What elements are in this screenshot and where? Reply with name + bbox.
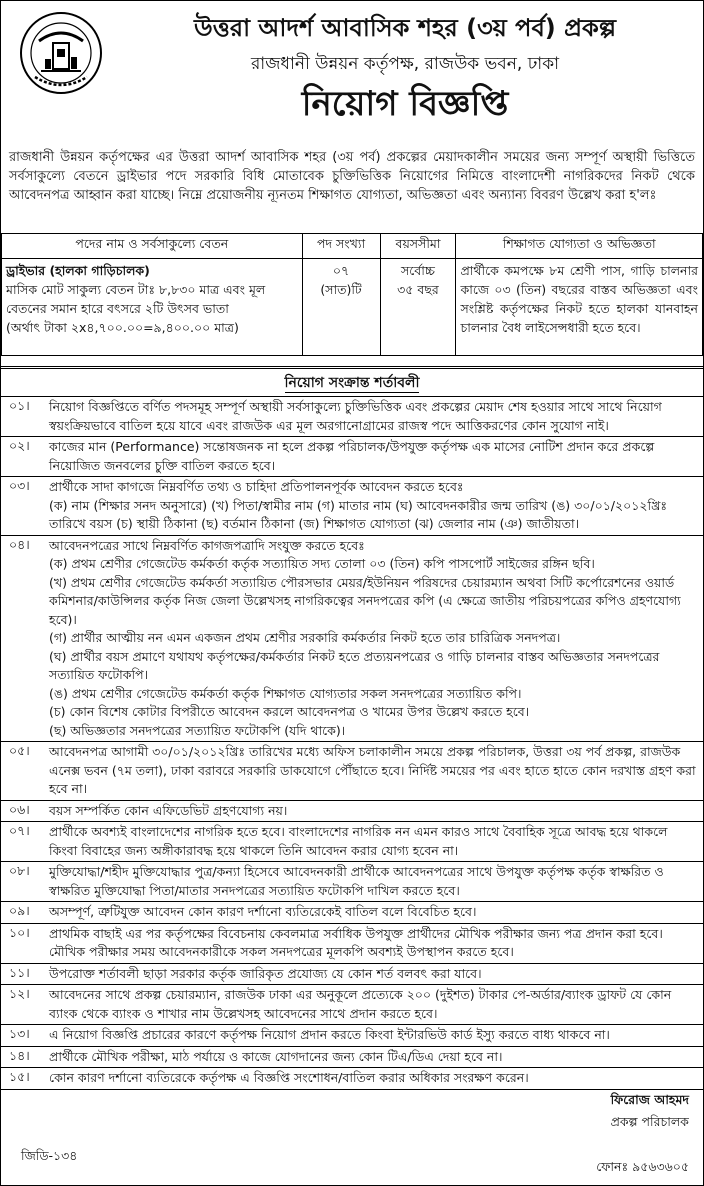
project-title: উত্তরা আদর্শ আবাসিক শহর (৩য় পর্ব) প্রকল্প [194, 14, 616, 42]
list-item [1, 822, 703, 862]
term-line: প্রাথমিক বাছাই এর পর কর্তৃপক্ষের বিবেচনায় কেবলমাত্র সর্বাধিক উপযুক্ত প্রার্থীদের মৌখিক পরীক্ষার জন্য পত্র প্রদান করা হবে। মৌখিক পরীক্ষার সময় আবেদনকারীকে সকল সনদপত্রের মূলকপি অবশ্যই উপস্থাপন করতে হবে। [49, 925, 663, 959]
term-line: (গ) প্রার্থীর আত্মীয় নন এমন একজন প্রথম শ্রেণীর সরকারি কর্মকর্তার নিকট হতে তার চারিত্রিক সনদপত্র। [49, 630, 561, 645]
term-line: (ক) নাম (শিক্ষার সনদ অনুসারে) (খ) পিতা/স্বামীর নাম (গ) মাতার নাম (ঘ) আবেদনকারীর জন্ম তারিখ (ঙ) ৩০/০১/২০১২খ্রিঃ তারিখে বয়স (চ) স্থায়ী ঠিকানা (ছ) বর্তমান ঠিকানা (জ) শিক্ষাগত যোগ্যতা (ঝ) জেলার নাম (ঞ) জাতীয়তা। [49, 497, 668, 531]
term-line: আবেদনের সাথে প্রকল্প চেয়ারম্যান, রাজউক ঢাকা এর অনুকূলে প্রত্যেকে ২০০ (দুইশত) টাকার পে-অর্ডার/ব্যাংক ড্রাফট যে কোন ব্যাংক থেকে ব্যাংক ও শাখার নাম উল্লেখসহ আবেদনের সাথে প্রদান করতে হবে। [49, 987, 672, 1021]
term-line: নিয়োগ বিজ্ঞপ্তিতে বর্ণিত পদসমূহ সম্পূর্ণ অস্থায়ী সর্বসাকুল্যে চুক্তিভিত্তিক এবং প্রকল্পের মেয়াদ শেষ হওয়ার সাথে সাথে নিয়োগ স্বয়ংক্রিয়ভাবে বাতিল হয়ে যাবে এবং রাজউক এর মূল অরগানোগ্রামের রাজস্ব পদে আত্তিকরণের কোন সুযোগ নাই। [49, 399, 662, 433]
term-number: ১০। [9, 924, 30, 940]
phone-number: ফোনঃ ৯৫৬৩৬০৫ [596, 1159, 689, 1174]
terms-list [1, 396, 703, 1090]
authority-subtitle: রাজধানী উন্নয়ন কর্তৃপক্ষ, রাজউক ভবন, ঢাকা [250, 54, 560, 74]
term-line: (ছ) অভিজ্ঞতার সনদপত্রের সত্যায়িত ফটোকপি (যদি থাকে)। [49, 722, 346, 738]
list-item [1, 477, 703, 536]
term-number: ০২। [9, 438, 30, 453]
term-line: আবেদনপত্র আগামী ৩০/০১/২০১২খ্রিঃ তারিখের মধ্যে অফিস চলাকালীন সময়ে প্রকল্প পরিচালক, উত্তরা ৩য় পর্ব প্রকল্প, রাজউক এনেক্স ভবন (৭ম তলা), ঢাকা বরাবরে সরকারি ডাকযোগে পৌঁছাতে হবে। নির্দিষ্ট সময়ের পর এবং হাতে হাতে কোন দরখাস্ত গ্রহণ করা হবে না। [49, 744, 696, 796]
signatory-name: ফিরোজ আহমদ [610, 1092, 689, 1107]
terms-title: নিয়োগ সংক্রান্ত শর্তাবলী [284, 375, 420, 391]
qualification-cell: প্রার্থীকে কমপক্ষে ৮ম শ্রেণী পাস, গাড়ি চালনার কাজে ০৩ (তিন) বছরের বাস্তব অভিজ্ঞতা এবং সংশ্লিষ্ট কর্তৃপক্ষের নিকট হতে হালকা যানবাহন চালনার বৈধ লাইসেন্সধারী হতে হবে। [456, 259, 703, 356]
term-line: এ নিয়োগ বিজ্ঞপ্তি প্রচারের কারণে কর্তৃপক্ষ নিয়োগ প্রদান করতে কিংবা ইন্টারভিউ কার্ড ইস্যু করতে বাধ্য থাকবে না। [49, 1027, 610, 1042]
term-line: মুক্তিযোদ্ধা/শহীদ মুক্তিযোদ্ধার পুত্র/কন্যা হিসেবে আবেদনকারী প্রার্থীকে আবেদনপত্রের সাথে উপযুক্ত কর্তৃপক্ষ কর্তৃক স্বাক্ষরিত ও স্বাক্ষরিত মুক্তিযোদ্ধা পিতা/মাতার সনদপত্রের সত্যায়িত ফটোকপি দাখিল করতে হবে। [49, 864, 664, 898]
header-count: পদ সংখ্যা [302, 234, 380, 259]
term-text [45, 1068, 703, 1089]
posts-table [1, 233, 703, 356]
term-number: ০৯। [9, 903, 30, 918]
term-line: প্রার্থীকে মৌখিক পরীক্ষা, মাঠ পর্যায়ে ও কাজে যোগদানের জন্য কোন টিএ/ডিএ দেয়া হবে না। [49, 1048, 503, 1064]
term-line: প্রার্থীকে সাদা কাগজে নিম্নবর্ণিত তথ্য ও চাহিদা প্রতিপালনপূর্বক আবেদন করতে হবেঃ [49, 479, 464, 494]
post-cell [2, 259, 303, 356]
post-count: ০৭ [332, 263, 350, 278]
rajuk-logo-icon [19, 11, 103, 95]
list-item [1, 862, 703, 902]
term-line: আবেদনপত্রের সাথে নিম্নবর্ণিত কাগজপত্রাদি সংযুক্ত করতে হবেঃ [49, 537, 365, 553]
term-line: (ক) প্রথম শ্রেণীর গেজেটেড কর্মকর্তা কর্তৃক সত্যায়িত সদ্য তোলা ০৩ (তিন) কপি পাসপোর্ট সাইজের রঙ্গিন ছবি। [49, 556, 595, 571]
list-item [1, 964, 703, 986]
term-number: ১৪। [9, 1047, 30, 1063]
term-line: বয়স সম্পর্কিত কোন এফিডেভিট গ্রহণযোগ্য নয়। [49, 802, 288, 818]
term-number: ০১। [9, 398, 30, 413]
term-text [45, 742, 703, 800]
post-name: ড্রাইভার (হালকা গাড়িচালক) [6, 263, 150, 278]
term-number: ০৩। [9, 478, 30, 493]
term-line: প্রার্থীকে অবশ্যই বাংলাদেশের নাগরিক হতে হবে। বাংলাদেশের নাগরিক নন এমন কারও সাথে বৈবাহিক সূত্রে আবদ্ধ হয়ে থাকলে কিংবা বিবাহের জন্য অঙ্গীকারাবদ্ধ হয়ে থাকলে তিনি আবেদন করার যোগ্য হবেন না। [49, 824, 668, 858]
signatory-designation: প্রকল্প পরিচালক [610, 1114, 689, 1129]
list-item [1, 801, 703, 823]
list-item [1, 536, 703, 743]
divider [1, 366, 703, 367]
term-number: ১৫। [9, 1069, 30, 1084]
term-text [45, 822, 703, 861]
term-number: ০৫। [9, 743, 30, 758]
divider [1, 368, 703, 369]
term-text [45, 1025, 703, 1046]
list-item [1, 902, 703, 924]
list-item [1, 437, 703, 477]
term-line: কোন কারণ দর্শানো ব্যতিরেকে কর্তৃপক্ষ এ বিজ্ঞপ্তি সংশোধন/বাতিল করার অধিকার সংরক্ষণ করেন। [49, 1070, 529, 1085]
notice-heading: নিয়োগ বিজ্ঞপ্তি [301, 84, 509, 124]
intro-paragraph: রাজধানী উন্নয়ন কর্তৃপক্ষের এর উত্তরা আদর্শ আবাসিক শহর (৩য় পর্ব) প্রকল্পের মেয়াদকালীন সময়ের জন্য সম্পূর্ণ অস্থায়ী ভিত্তিতে সর্বসাকুল্যে বেতনে ড্রাইভার পদে সরকারি বিধি মোতাবেক চুক্তিভিত্তিক নিয়োগের নিমিত্তে বাংলাদেশী নাগরিকদের নিকট থেকে আবেদনপত্র আহ্বান করা যাচ্ছে। নিম্নে প্রয়োজনীয় ন্যূনতম শিক্ষাগত যোগ্যতা, অভিজ্ঞতা এবং অন্যান্য বিবরণ উল্লেখ করা হ'লঃ [9, 150, 695, 203]
table-row [2, 259, 703, 356]
term-line: কাজের মান (Performance) সন্তোষজনক না হলে প্রকল্প পরিচালক/উপযুক্ত কর্তৃপক্ষ এক মাসের নোটিশ প্রদান করে প্রকল্পে নিয়োজিত জনবলের চুক্তি বাতিল করতে হবে। [49, 439, 655, 473]
term-text [45, 437, 703, 476]
term-text [45, 862, 703, 901]
age-label: সর্বোচ্চ [401, 263, 435, 278]
count-cell [302, 259, 380, 356]
header-qualification: শিক্ষাগত যোগ্যতা ও অভিজ্ঞতা [456, 234, 703, 259]
term-number: ০৮। [9, 863, 30, 878]
term-text [45, 397, 703, 436]
term-text [45, 902, 703, 923]
term-line: (চ) কোন বিশেষ কোটার বিপরীতে আবেদন করলে আবেদনপত্র ও খামের উপর উল্লেখ করতে হবে। [49, 704, 530, 719]
term-line: উপরোক্ত শর্তাবলী ছাড়া সরকার কর্তৃক জারিকৃত প্রযোজ্য যে কোন শর্ত বলবৎ করা যাবে। [49, 965, 482, 981]
header-post: পদের নাম ও সর্বসাকুল্যে বেতন [2, 234, 303, 259]
signature-block [611, 1089, 689, 1133]
term-text [45, 1047, 703, 1068]
term-number: ০৪। [9, 536, 30, 552]
salary-text: মাসিক মোট সাকুল্য বেতন টাঃ ৮,৮৩০ মাত্র এবং মূল বেতনের সমান হারে বৎসরে ২টি উৎসব ভাতা [6, 282, 266, 316]
footer-code: জিডি-১৩৪ [21, 1148, 78, 1163]
term-line: অসম্পূর্ণ, ত্রুটিযুক্ত আবেদন কোন কারণ দর্শানো ব্যতিরেকেই বাতিল বলে বিবেচিত হবে। [49, 904, 477, 919]
list-item [1, 396, 703, 437]
list-item [1, 742, 703, 801]
term-number: ১১। [9, 964, 30, 980]
term-line: (খ) প্রথম শ্রেণীর গেজেটেড কর্মকর্তা সত্যায়িত পৌরসভার মেয়র/ইউনিয়ন পরিষদের চেয়ারম্যান অথবা সিটি কর্পোরেশনের ওয়ার্ড কমিশনার/কাউন্সিলর কর্তৃক নিজ জেলা উল্লেখসহ নাগরিকত্বের সনদপত্রের কপি (এ ক্ষেত্রে জাতীয় পরিচয়পত্রের কপিও গ্রহণযোগ্য হবে)। [49, 574, 681, 627]
table-header-row [2, 234, 703, 259]
term-number: ১২। [9, 986, 30, 1001]
term-text [45, 801, 703, 822]
term-text [45, 964, 703, 985]
age-value: ৩৫ বছর [397, 282, 439, 297]
term-line: (ঘ) প্রার্থীর বয়স প্রমাণে যথাযথ কর্তৃপক্ষের/কর্মকর্তার নিকট হতে প্রত্যয়নপত্রের ও গাড়ি চালনার বাস্তব অভিজ্ঞতার সনদপত্রের সত্যায়িত ফটোকপি। [49, 648, 660, 682]
term-text [45, 924, 703, 963]
term-text [45, 985, 703, 1024]
term-text [45, 477, 703, 535]
list-item [1, 1025, 703, 1047]
list-item [1, 924, 703, 964]
list-item [1, 985, 703, 1025]
age-cell [380, 259, 456, 356]
list-item [1, 1047, 703, 1069]
term-line: (ঙ) প্রথম শ্রেণীর গেজেটেড কর্মকর্তা কর্তৃক শিক্ষাগত যোগ্যতার সকল সনদপত্রের সত্যায়িত কপি। [49, 685, 522, 701]
list-item [1, 1068, 703, 1090]
term-number: ১৩। [9, 1026, 30, 1041]
term-number: ০৬। [9, 801, 30, 817]
term-text [45, 536, 703, 742]
header-age: বয়সসীমা [380, 234, 456, 259]
salary-note: (অর্থাৎ টাকা ২x৪,৭০০.০০=৯,৪০০.০০ মাত্র) [6, 320, 239, 335]
post-count-words: (সাত)টি [320, 282, 362, 297]
term-number: ০৭। [9, 823, 30, 838]
